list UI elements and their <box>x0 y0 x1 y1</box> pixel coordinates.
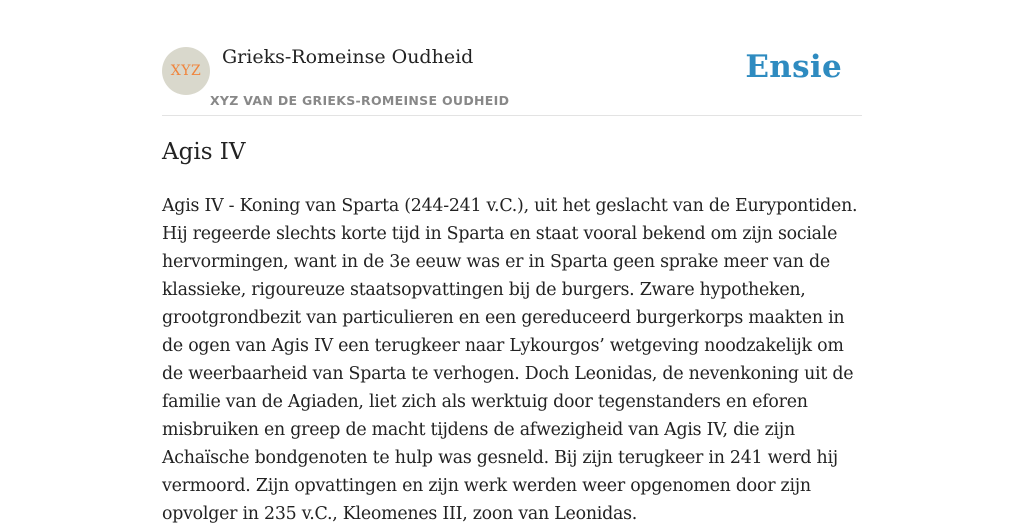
source-title-link[interactable]: Grieks-Romeinse Oudheid <box>222 46 474 68</box>
page-container <box>162 0 862 524</box>
ensie-logo-link[interactable]: Ensie <box>745 49 842 85</box>
article-title: Agis IV <box>162 139 246 165</box>
page-header <box>162 0 862 116</box>
avatar-label: XYZ <box>170 63 202 79</box>
article-body: Agis IV - Koning van Sparta (244-241 v.C.), uit het geslacht van de Eurypontiden. Hij regeerde slechts korte tijd in Sparta en staat vooral bekend om zijn sociale hervormingen, want in de 3e eeuw was er in Sparta geen sprake meer van de klassieke, rigoureuze staatsopvattingen bij de burgers. Zware hypotheken, grootgrondbezit van particulieren en een gereduceerd burgerkorps maakten in de ogen van Agis IV een terugkeer naar Lykourgos’ wetgeving noodzakelijk om de weerbaarheid van Sparta te verhogen. Doch Leonidas, de nevenkoning uit de familie van de Agiaden, liet zich als werktuig door tegenstanders en eforen misbruiken en greep de macht tijdens de afwezigheid van Agis IV, die zijn Achaïsche bondgenoten te hulp was gesneld. Bij zijn terugkeer in 241 werd hij vermoord. Zijn opvattingen en zijn werk werden weer opgenomen door zijn opvolger in 235 v.C., Kleomenes III, zoon van Leonidas. <box>162 196 858 524</box>
source-avatar[interactable] <box>162 47 210 95</box>
source-subtitle: XYZ VAN DE GRIEKS-ROMEINSE OUDHEID <box>210 93 510 108</box>
